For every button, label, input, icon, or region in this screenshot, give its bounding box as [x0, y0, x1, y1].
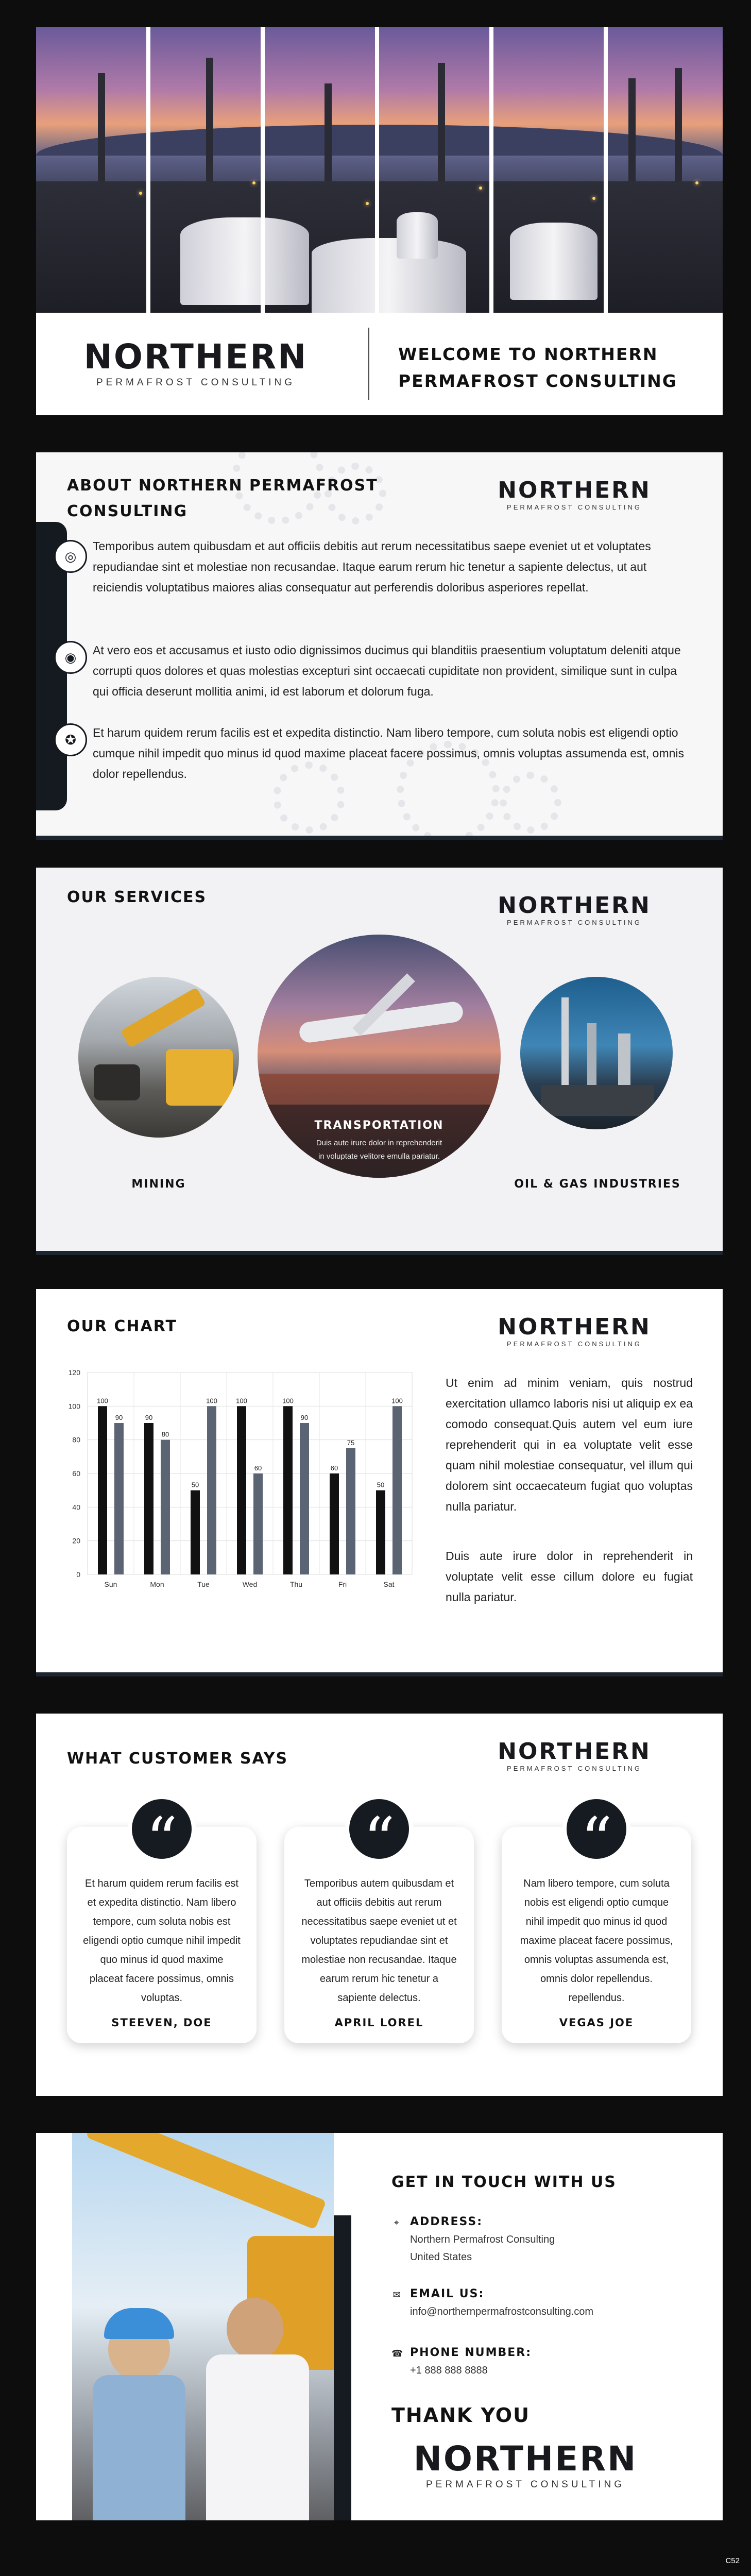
logo [471, 1740, 677, 1772]
bar [392, 1406, 402, 1574]
quote-icon: “ [562, 1795, 630, 1863]
chart-paragraph-2: Duis aute irure dolor in reprehenderit in voluptate velit esse cillum dolore eu fugiat nulla pariatur. [446, 1549, 693, 1604]
x-tick-label: Sat [383, 1580, 395, 1588]
bar-value-label: 80 [161, 1430, 169, 1438]
email-block [391, 2287, 701, 2324]
x-tick-label: Thu [289, 1580, 303, 1588]
bar-value-label: 50 [191, 1481, 199, 1489]
phone-icon: ☎ [391, 2348, 403, 2359]
about-paragraph: At vero eos et accusamus et iusto odio dignissimos ducimus qui blanditiis praesentium voluptatum deleniti atque corrupti quos dolores et quas molestias excepturi sint occaecati cupiditate non provident, similique sunt in culpa qui officia deserunt mollitia animi, id est laborum et dolorum fuga. [93, 643, 681, 698]
bar [114, 1423, 124, 1574]
refinery-base [541, 1085, 654, 1116]
handshake-photo [72, 2133, 334, 2520]
address-label: ADDRESS: [410, 2215, 483, 2228]
hard-hat [104, 2308, 174, 2339]
bar-value-label: 100 [206, 1397, 217, 1405]
testimonial-card [502, 1805, 691, 2043]
bar-value-label: 100 [97, 1397, 108, 1405]
worker-shirt [93, 2375, 185, 2520]
logo [67, 337, 325, 388]
x-tick-label: Wed [242, 1580, 258, 1588]
slide-chart [36, 1289, 723, 1676]
slide-code: C52 [725, 2556, 740, 2565]
x-tick-label: Mon [150, 1580, 164, 1588]
hero-light [479, 187, 482, 190]
hero-light [366, 202, 369, 205]
hero-panel-divider [604, 27, 608, 313]
transportation-image [258, 935, 501, 1178]
bar-value-label: 60 [330, 1464, 338, 1472]
email-label: EMAIL US: [410, 2287, 485, 2300]
logo-word: NORTHERN [498, 1314, 651, 1340]
hero-light [252, 181, 255, 184]
phone-value[interactable]: +1 888 888 8888 [410, 2365, 488, 2376]
hero-tank [510, 223, 598, 300]
award-icon: ✪ [54, 723, 87, 756]
service-caption-transportation: Duis aute irure dolor in reprehenderit in voluptate velitore emulla pariatur. [316, 1139, 442, 1161]
hero-light [695, 181, 698, 184]
service-label-oil-gas: OIL & GAS INDUSTRIES [514, 1178, 681, 1191]
bar [191, 1490, 200, 1574]
hero-tank [180, 217, 309, 305]
slide-services [36, 868, 723, 1255]
engineer-head [227, 2298, 283, 2360]
testimonial-name: STEEVEN, DOE [111, 2016, 212, 2029]
logo [391, 2439, 659, 2490]
bar-value-label: 50 [377, 1481, 385, 1489]
logo-word: NORTHERN [498, 477, 651, 503]
logo-word: NORTHERN [413, 2439, 638, 2479]
y-tick-label: 80 [72, 1435, 80, 1444]
quote-icon: “ [345, 1795, 413, 1863]
bar-value-label: 100 [391, 1397, 403, 1405]
bar [376, 1490, 385, 1574]
bullseye-icon: ◉ [54, 641, 87, 674]
bar [283, 1406, 293, 1574]
hero-refinery-image [36, 27, 723, 313]
hero-tank [397, 212, 438, 259]
bar-chart [57, 1366, 417, 1655]
thank-you: THANK YOU [391, 2404, 530, 2427]
contact-title: GET IN TOUCH WITH US [391, 2173, 617, 2191]
hero-light [592, 197, 595, 200]
bar [207, 1406, 216, 1574]
engineer-shirt [206, 2354, 309, 2520]
divider [368, 328, 369, 400]
bottom-rule [36, 1251, 723, 1255]
service-label-mining: MINING [131, 1178, 186, 1191]
phone-block [391, 2346, 701, 2382]
bar-value-label: 90 [145, 1414, 153, 1421]
hero-light [139, 192, 142, 195]
testimonials-title: WHAT CUSTOMER SAYS [67, 1750, 288, 1768]
slide-contact [36, 2133, 723, 2520]
chart-title: OUR CHART [67, 1317, 177, 1335]
x-tick-label: Sun [104, 1580, 117, 1588]
x-tick-label: Fri [338, 1580, 347, 1588]
bar-value-label: 90 [300, 1414, 309, 1421]
logo-tagline: PERMAFROST CONSULTING [507, 1765, 642, 1772]
bar [253, 1473, 263, 1574]
hero-panel-divider [261, 27, 265, 313]
envelope-icon: ✉ [392, 2290, 401, 2300]
logo [471, 1316, 677, 1348]
bar [300, 1423, 309, 1574]
email-value[interactable]: info@northernpermafrostconsulting.com [410, 2306, 594, 2317]
bar-value-label: 60 [254, 1464, 262, 1472]
y-tick-label: 0 [76, 1570, 80, 1579]
bottom-rule [36, 1672, 723, 1676]
slide-about [36, 452, 723, 840]
hero-panel-divider [375, 27, 379, 313]
logo-tagline: PERMAFROST CONSULTING [507, 1340, 642, 1348]
bottom-rule [36, 836, 723, 840]
excavator-arm [121, 987, 206, 1048]
y-tick-label: 100 [68, 1402, 80, 1411]
about-title: ABOUT NORTHERN PERMAFROST CONSULTING [67, 477, 378, 520]
chart-paragraph-1: Ut enim ad minim veniam, quis nostrud exercitation ullamco laboris nisi ut aliquip ex ea comodo consequat.Quis autem vel eum iure reprehenderit qui in ea voluptate velit esse quam nihil molestiae consequatur, vel illum qui dolorem sint occaecateum fugiat quo voluptas nulla pariatur. [446, 1376, 693, 1513]
logo-tagline: PERMAFROST CONSULTING [96, 377, 296, 388]
testimonial-text: Nam libero tempore, cum soluta nobis est eligendi optio cumque nihil impedit quo minus id quod maxime placeat facere possimus, omnis voluptas assumenda est, omnis dolor repellendus. repellendus. [520, 1878, 673, 2004]
services-title: OUR SERVICES [67, 888, 207, 906]
logo-tagline: PERMAFROST CONSULTING [507, 503, 642, 511]
logo [471, 894, 677, 926]
logo-word: NORTHERN [498, 892, 651, 919]
hero-hills [36, 125, 723, 156]
bar-value-label: 100 [282, 1397, 294, 1405]
logo-word: NORTHERN [498, 1738, 651, 1765]
y-tick-label: 20 [72, 1536, 80, 1545]
welcome-heading: WELCOME TO NORTHERN PERMAFROST CONSULTING [398, 344, 677, 391]
hero-panel-divider [146, 27, 150, 313]
logo-word: NORTHERN [83, 337, 308, 377]
bar [346, 1448, 355, 1574]
phone-label: PHONE NUMBER: [410, 2346, 532, 2359]
bar [237, 1406, 246, 1574]
excavator-body [166, 1049, 233, 1106]
logo [471, 479, 677, 511]
address-block [391, 2215, 701, 2262]
y-tick-label: 60 [72, 1469, 80, 1478]
bar-value-label: 90 [115, 1414, 123, 1421]
quote-icon: “ [128, 1795, 196, 1863]
slide-welcome [36, 27, 723, 415]
logo-tagline: PERMAFROST CONSULTING [507, 919, 642, 926]
bar-chart-svg [57, 1366, 417, 1593]
address-line-2: United States [410, 2251, 472, 2263]
about-paragraph: Temporibus autem quibusdam et aut officiis debitis aut rerum necessitatibus saepe eveniet ut et voluptates repudiandae sint et molestiae non recusandae. Itaque earum rerum hic tenetur a sapiente delectus, ut aut reiciendis voluptatibus maiores alias consequatur aut perferendis doloribus asperiores repellat. [93, 539, 651, 594]
bar-value-label: 100 [236, 1397, 247, 1405]
excavator-bucket [94, 1064, 140, 1100]
testimonial-text: Temporibus autem quibusdam et aut officiis debitis aut rerum necessitatibus saepe eveniet ut et voluptates repudiandae sint et molestiae non recusandae. Itaque earum rerum hic tenetur a sapiente delectus. [301, 1878, 457, 2004]
testimonial-text: Et harum quidem rerum facilis est et expedita distinctio. Nam libero tempore, cum soluta nobis est eligendi optio cumque nihil impedit quo minus id quod maxime placeat facere possimus, omnis voluptas. [83, 1878, 241, 2004]
crane-arm [86, 2133, 327, 2230]
y-tick-label: 40 [72, 1503, 80, 1512]
service-label-transportation: TRANSPORTATION [314, 1119, 444, 1132]
oil-gas-image [520, 977, 673, 1129]
bar [161, 1440, 170, 1574]
bar [144, 1423, 153, 1574]
hero-tank [312, 238, 466, 313]
testimonial-name: APRIL LOREL [334, 2016, 424, 2029]
bar [98, 1406, 107, 1574]
hero-panel-divider [489, 27, 493, 313]
address-line-1: Northern Permafrost Consulting [410, 2234, 555, 2245]
target-icon: ◎ [54, 540, 87, 573]
slide-testimonials [36, 1714, 723, 2096]
testimonial-card [284, 1805, 474, 2043]
testimonial-name: VEGAS JOE [559, 2016, 634, 2029]
mining-image [78, 977, 239, 1138]
bar [330, 1473, 339, 1574]
location-pin-icon: ⌖ [394, 2217, 400, 2228]
y-tick-label: 120 [68, 1368, 80, 1377]
logo-tagline: PERMAFROST CONSULTING [425, 2479, 625, 2490]
bar-value-label: 75 [347, 1439, 355, 1447]
accent-bar [334, 2215, 351, 2520]
testimonial-card [67, 1805, 257, 2043]
about-paragraph: Et harum quidem rerum facilis est et expedita distinctio. Nam libero tempore, cum soluta nobis est eligendi optio cumque nihil impedit quo minus id quod maxime placeat facere possimus, omnis voluptas assumenda est, omnis dolor repellendus. [93, 726, 685, 781]
x-tick-label: Tue [197, 1580, 210, 1588]
